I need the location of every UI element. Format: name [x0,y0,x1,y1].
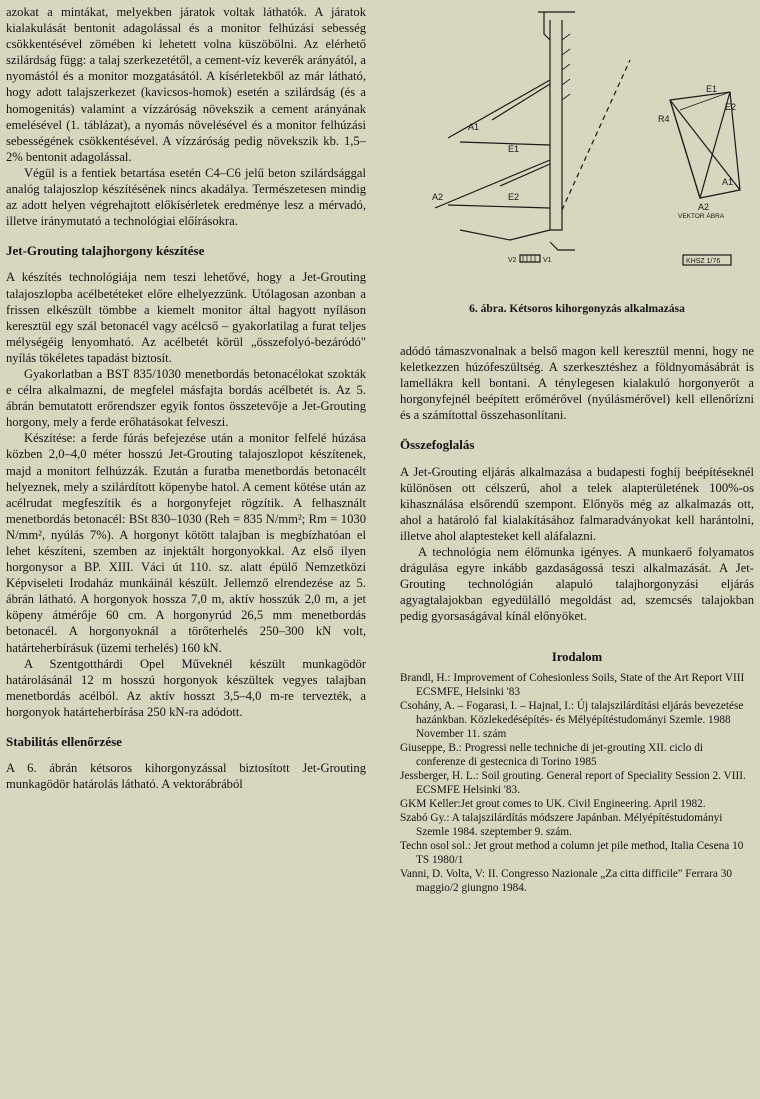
label-v2: V2 [508,257,517,264]
paragraph: A készítés technológiája nem teszi lehetővé, hogy a Jet-Grouting talajoszlopba acélbetéteket előre elhelyezzünk. Utólagosan azonban a frissen elkészült tömbbe a kiemelt monitor által hagyott nyíláson keresztül egy szál betonacél vagy acélcső – gyakorlatilag a furat teljes mélységéig lenyomható. Az acélbetét körül „összefolyó-bezáródó" nyílás tökéletes tapadást biztosít. [6,270,366,365]
reference-item: Brandl, H.: Improvement of Cohesionless Soils, State of the Art Report VIII ECSMFE, Helsinki '83 [400,671,745,698]
paragraph: azokat a mintákat, melyekben járatok voltak láthatók. A járatok kialakulását bentonit adagolással és a monitor felhúzási sebesség csökkentésével zömében ki lehetett volna küszöbölni. Az elérhető szilárdság függ: a talaj szerkezetétől, a cement-víz keverék arányától, a nyomástól és a monitor mozgatásától. A kísérletekből az már látható, hogy adott talajszerkezet (kavicsos-homok) esetén a szilárdság (és a homogenitás) valamint a vízzáróság növekszik a cement arányának emelésével (1. táblázat), a nyomás növelésével és a monitor felhúzási sebességének csökkentésével. A vízzáróság pedig növekszik kb. 1,5–2% bentonit adagolással. [6,5,366,164]
anchoring-diagram [400,0,754,300]
label-a2-vector: A2 [698,202,710,212]
reference-item: Techn osol sol.: Jet grout method a column jet pile method, Italia Cesena 10 TS 1980/1 [400,839,744,866]
paragraph: Készítése: a ferde fúrás befejezése után a monitor felfelé húzása közben 2,0–4,0 méter hosszú Jet-Grouting talajoszlopot készítenek, majd a monitort felhúzzák. Ezután a furatba menetbordás betonacélt helyeznek, mely a szilárdított köpenybe hatol. A cement kötése után az acélrudat megfeszítik és a horgonyfejet rögzítik. A felhasznált menetbordás betonacél: BSt 830–1030 (Reh = 835 N/mm²; Rm = 1030 N/mm², nyúlás 7%). A horgonyt kötött talajban is megbízhatóan el lehet készíteni, szemben az injektált horgonyokkal. Az első ilyen horgonysor a BP. XIII. Váci út 110. sz. alatt épülő Nemzetközi Képviseleti Irodaház munkáinál készült. Jellemző elrendezése az 5. ábrán látható. A horgonyok hossza 7,0 m, aktív hosszúk 2,0 m, a jet köpeny átmérője 60 cm. A horgonyrúd 26,5 mm menetbordás betonacél. A horgonyoknál a törőterhelés 250–300 kN volt, határteherbírásuk (üzemi terhelés) 160 kN. [6,431,366,655]
references-heading: Irodalom [551,649,603,664]
label-vector-diagram: VEKTOR ÁBRA [678,213,725,220]
label-a2: A2 [432,192,444,202]
label-a1: A1 [468,122,480,132]
label-e1: E1 [508,144,520,154]
reference-item: Jessberger, H. L.: Soil grouting. General report of Speciality Session 2. VIII. ECSMFE Helsinki '83. [400,769,746,796]
reference-item: GKM Keller:Jet grout comes to UK. Civil Engineering. April 1982. [400,797,706,810]
paragraph: adódó támaszvonalnak a belső magon kell keresztül menni, hogy ne keletkezzen húzófeszültség. A szerkesztéshez a földnyomásábrát is lamellákra kell bontani. A ténylegesen kialakuló horgonyerőt a horgonyfejnél beépített erőmérővel (nyúlásmérővel) kell ellenőrízni és a számítottal összehasonlítani. [400,344,754,423]
label-e2: E2 [508,192,520,202]
reference-item: Csohány, A. – Fogarasi, I. – Hajnal, I.: Új talajszilárdítási eljárás bevezetése hazánkban. Közlekedésépítés- és Mélyépítéstudományi Szemle. 1988 November 11. szám [400,699,744,740]
reference-item: Giuseppe, B.: Progressi nelle techniche di jet-grouting XII. ciclo di conferenze di gestecnica di Torino 1985 [400,741,704,768]
label-a1-vector: A1 [722,177,734,187]
paragraph: A technológia nem élőmunka igényes. A munkaerő folyamatos drágulása egyre inkább gazdaságossá teszi alkalmazását. A Jet-Grouting technológián alapuló talajhorgonyzási eljárás agyagtalajokban egyedülálló megoldást ad, szemcsés talajokban pedig gyorsaságával kínál előnyöket. [400,545,754,624]
paragraph: Gyakorlatban a BST 835/1030 menetbordás betonacélokat szokták e célra alkalmazni, de megfelel másfajta bordás acélbetét is. Az 5. ábrán bemutatott erőrendszer egyik fontos összetevője a Jet-Grouting horgony, mely a ferde erőhatásokat felveszi. [6,366,366,430]
section-heading-jet-grouting-anchor: Jet-Grouting talajhorgony készítése [6,243,205,259]
right-column [400,343,754,895]
label-r4: R4 [658,114,670,124]
reference-item: Vanni, D. Volta, V: II. Congresso Nazionale „Za citta difficile" Ferrara 30 maggio/2 giungno 1984. [400,867,733,894]
left-column [6,4,366,792]
paragraph: A Szentgotthárdi Opel Műveknél készült munkagödör határolásánál 12 m hosszú horgonyok készültek vegyes talajban menetbordás acélból. Az aktív hosszt 3,5–4,0 m-re tervezték, a horgonyok határteherbírása 250 kN-ra adódott. [6,656,366,719]
reference-item: Szabó Gy.: A talajszilárdítás módszere Japánban. Mélyépítéstudományi Szemle 1984. szeptember 9. szám. [400,811,723,838]
figure-caption: 6. ábra. Kétsoros kihorgonyzás alkalmazása [469,303,685,315]
section-heading-stability: Stabilitás ellenőrzése [6,734,122,750]
label-e2-vector: E2 [725,102,737,112]
paragraph: Végül is a fentiek betartása esetén C4–C6 jelű beton szilárdsággal analóg talajoszlop készítésének nincs akadálya. Természetesen mindig az adott helyen végrehajtott előkísérletek eredménye lesz a mérvadó, illetve iránymutató a technológiai előírásokra. [6,165,366,229]
figure-6 [400,0,754,300]
label-figure-code: KHSZ 1/76 [686,258,721,265]
section-heading-summary: Összefoglalás [400,437,475,453]
paragraph: A 6. ábrán kétsoros kihorgonyzással biztosított Jet-Grouting munkagödör határolás látható. A vektorábrából [6,761,366,792]
label-v1: V1 [543,257,552,264]
references-list [400,671,754,895]
label-e1-vector: E1 [706,84,718,94]
paragraph: A Jet-Grouting eljárás alkalmazása a budapesti foghíj beépítéseknél különösen ott célszerű, ahol a telek alapterületének 100%-os kihasználása elsőrendű szempont. Előnyös még az alkalmazás ott, ahol a határoló fal kialakításához falmaradványokat kell harántolni, illetve ahol alaptesteket kell aláfalazni. [400,464,754,543]
